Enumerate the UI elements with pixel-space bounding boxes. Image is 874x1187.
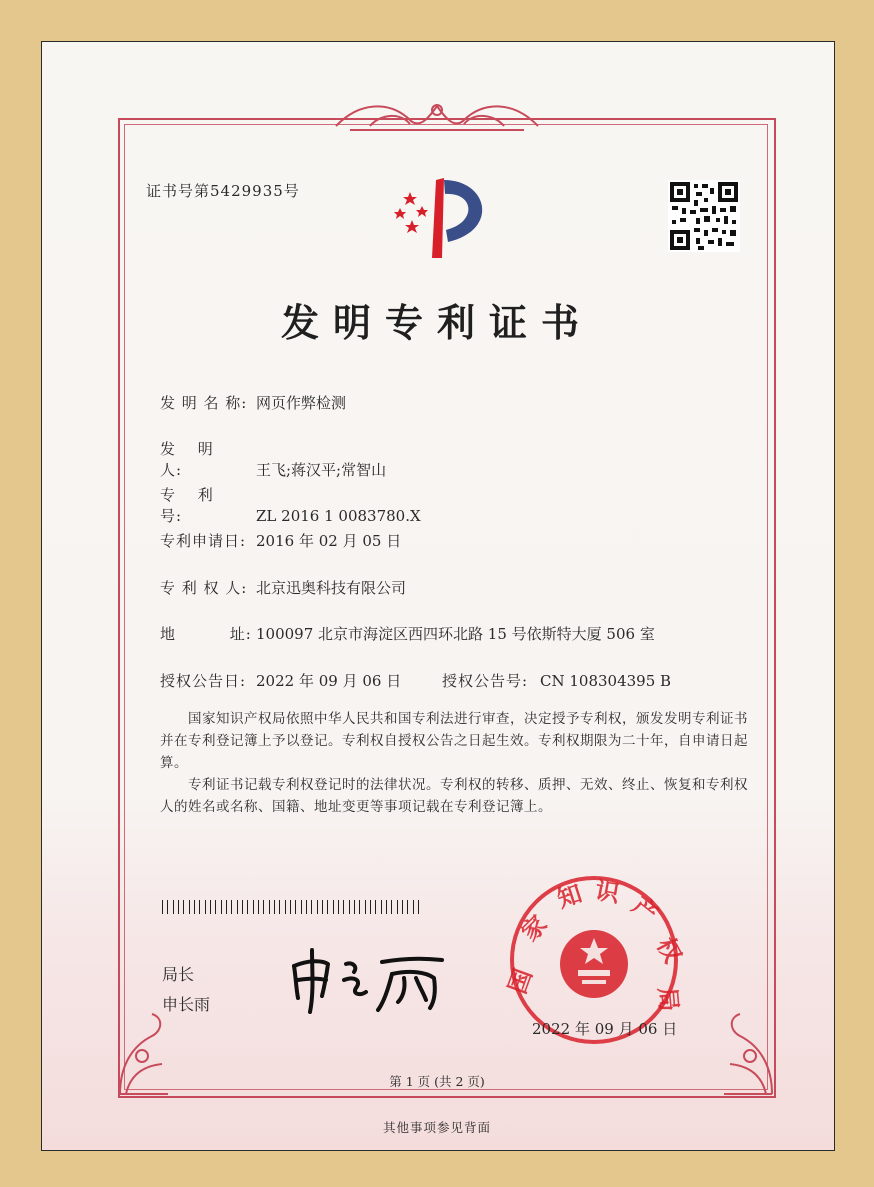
certificate-number: 证书号第5429935号 — [146, 182, 300, 200]
field-grant-date — [160, 670, 401, 691]
svg-text:国: 国 — [502, 964, 538, 998]
svg-text:产: 产 — [626, 890, 664, 929]
svg-text:权: 权 — [651, 932, 688, 968]
barcode-icon — [162, 900, 422, 914]
field-value: 2022 年 09 月 06 日 — [256, 672, 402, 690]
field-patentee — [160, 577, 406, 598]
statement-paragraph-1: 国家知识产权局依照中华人民共和国专利法进行审查，决定授予专利权，颁发发明专利证书并在专利登记簿上予以登记。专利权自授权公告之日起生效。专利权期限为二十年，自申请日起算。 — [160, 711, 748, 771]
field-patent-number — [160, 484, 421, 526]
page-number: 第 1 页 (共 2 页) — [389, 1074, 485, 1089]
certificate-title: 发明专利证书 — [280, 300, 593, 345]
field-value: 北京迅奥科技有限公司 — [256, 579, 407, 597]
field-label: 专利申请日: — [160, 532, 247, 550]
statement-paragraph-2: 专利证书记载专利权登记时的法律状况。专利权的转移、质押、无效、终止、恢复和专利权人的姓名或名称、国籍、地址变更等事项记载在专利登记簿上。 — [160, 777, 748, 815]
svg-text:家: 家 — [515, 909, 553, 947]
field-label: 授权公告日: — [160, 672, 247, 690]
field-application-date — [160, 530, 401, 551]
sign-date: 2022 年 09 月 06 日 — [532, 1020, 678, 1038]
field-announcement-number — [442, 670, 671, 691]
field-value: ZL 2016 1 0083780.X — [256, 507, 421, 525]
field-value: CN 108304395 B — [540, 672, 672, 690]
field-address — [160, 623, 655, 644]
field-value: 2016 年 02 月 05 日 — [256, 532, 402, 550]
svg-text:知: 知 — [553, 878, 586, 914]
svg-text:局: 局 — [652, 986, 684, 1013]
field-invention-name — [160, 392, 346, 413]
signatory-name: 申长雨 — [162, 995, 211, 1014]
signatory-title: 局长 — [162, 965, 195, 984]
field-value: 网页作弊检测 — [256, 394, 347, 412]
qr-code-icon — [668, 180, 740, 252]
field-label: 地 址: — [160, 625, 252, 643]
patent-office-logo-icon — [388, 170, 500, 262]
field-label: 专 利 号: — [160, 486, 236, 525]
svg-text:识: 识 — [593, 875, 622, 908]
field-value: 王飞;蒋汉平;常智山 — [256, 461, 387, 479]
field-label: 授权公告号: — [442, 672, 529, 690]
field-inventors — [160, 438, 386, 480]
field-value: 100097 北京市海淀区西四环北路 15 号依斯特大厦 506 室 — [256, 625, 655, 643]
field-label: 专 利 权 人: — [160, 579, 248, 597]
field-label: 发 明 人: — [160, 440, 236, 479]
handwritten-signature-icon — [284, 944, 454, 1016]
footer-note: 其他事项参见背面 — [382, 1120, 491, 1135]
top-ornament-icon — [330, 96, 544, 136]
field-label: 发 明 名 称: — [160, 394, 248, 412]
